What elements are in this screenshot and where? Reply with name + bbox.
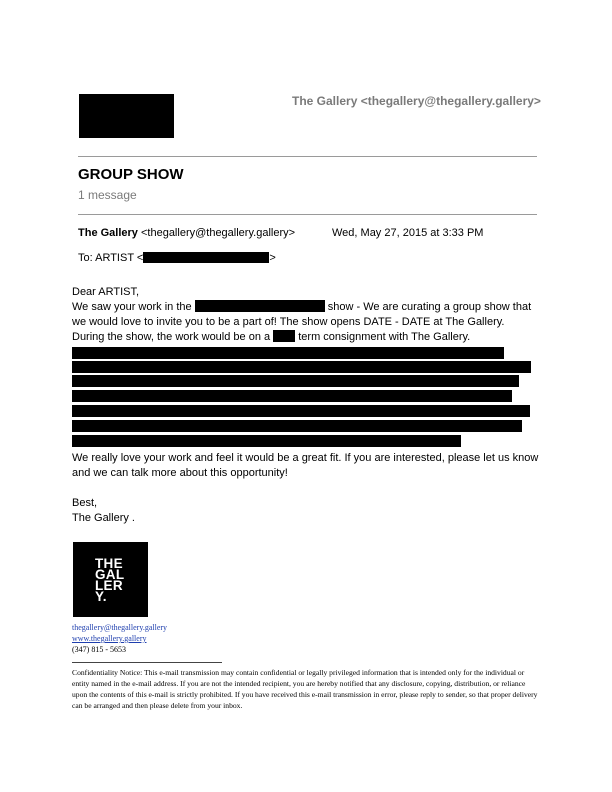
header-divider [78, 156, 537, 157]
body-line-3-start: During the show, the work would be on a [72, 331, 271, 343]
body-line-2: we would love to invite you to be a part of! The show opens DATE - DATE at The Gallery. [72, 316, 505, 328]
body-line-1-start: We saw your work in the [72, 301, 192, 313]
body-line-1-end: show - We are curating a group show that [327, 301, 532, 313]
signature-email-link[interactable]: thegallery@thegallery.gallery [72, 623, 168, 632]
signoff: Best, [72, 497, 98, 509]
from-line [78, 227, 295, 239]
logo-line: Y. [95, 589, 107, 604]
email-date: Wed, May 27, 2015 at 3:33 PM [332, 227, 484, 239]
from-name: The Gallery [78, 227, 138, 239]
body-line-3 [72, 330, 470, 345]
to-line [78, 252, 276, 264]
redacted-paragraph-line [72, 361, 531, 373]
closing-line-1: We really love your work and feel it would be a great fit. If you are interested, please let us know [72, 452, 539, 464]
redacted-paragraph-line [72, 375, 519, 387]
body-line-3-end: term consignment with The Gallery. [298, 331, 471, 343]
closing-line-2: and we can talk more about this opportunity! [72, 467, 288, 479]
redacted-term-length [273, 330, 295, 342]
body-line-1 [72, 300, 531, 315]
redacted-logo-block [79, 94, 174, 138]
signature-phone: (347) 815 - 5653 [72, 645, 126, 654]
redacted-paragraph-line [72, 347, 504, 359]
redacted-recipient-email [143, 252, 269, 263]
message-count: 1 message [78, 188, 137, 202]
confidentiality-notice: Confidentiality Notice: This e-mail transmission may contain confidential or legally privileged information that is intended only for the individual or entity named in the e-mail address. If you are not the intended recipient, you are hereby notified that any disclosure, copying, distribution, or reliance upon the contents of this e-mail is strictly prohibited. If you have received this e-mail transmission in error, please reply to sender, so that proper delivery can be arranged and then please delete from your inbox. [72, 668, 538, 710]
logo-line: GAL [95, 567, 125, 582]
redacted-paragraph-line [72, 390, 512, 402]
to-prefix: To: ARTIST < [78, 252, 144, 264]
signature-website-link[interactable]: www.thegallery.gallery [72, 634, 147, 643]
redacted-paragraph-line [72, 405, 530, 417]
email-subject: GROUP SHOW [78, 166, 184, 183]
from-address[interactable]: <thegallery@thegallery.gallery> [140, 227, 296, 239]
greeting: Dear ARTIST, [72, 286, 140, 298]
subject-divider [78, 214, 537, 215]
gallery-logo [73, 542, 148, 617]
redacted-paragraph-line [72, 435, 461, 447]
logo-line: LER [95, 578, 123, 593]
header-sender: The Gallery <thegallery@thegallery.gallery> [292, 94, 541, 108]
logo-line: THE [95, 556, 123, 571]
signature-name: The Gallery . [72, 512, 135, 524]
redacted-show-name [195, 300, 325, 312]
notice-divider [72, 662, 222, 663]
redacted-paragraph-line [72, 420, 522, 432]
to-suffix: > [269, 252, 276, 264]
